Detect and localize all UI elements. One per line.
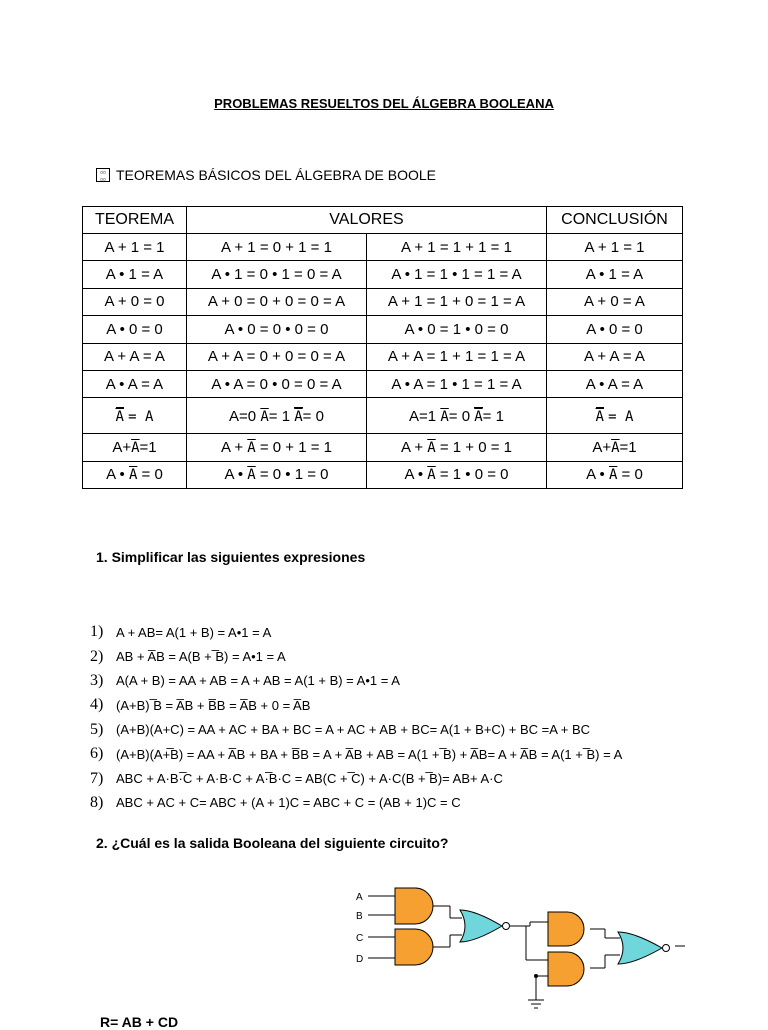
- and-gate-3: [548, 912, 584, 946]
- table-cell: A + 1 = 1: [547, 234, 683, 261]
- table-cell: A • A = A: [83, 370, 187, 397]
- list-item: 6) (A+B)(A+̅B) = AA + A̅B + BA + B̅B = A + A̅B + AB = A(1 + ̅B) + A̅B= A + A̅B = A(1 + ̅B) = A: [90, 745, 623, 763]
- checkbox-bullet-icon: ▫▫ ▫▫: [96, 168, 110, 182]
- table-cell: A + 0 = A: [547, 288, 683, 315]
- table-cell: A + A = A: [83, 343, 187, 370]
- header-teorema: TEOREMA: [83, 207, 187, 234]
- table-row: [83, 398, 683, 434]
- table-cell: $A + \overline{A} = 1 + 0 = 1$: [367, 434, 547, 461]
- header-conclusion: CONCLUSIÓN: [547, 207, 683, 234]
- table-cell: A • $\overline{A} = 0$: [83, 461, 187, 488]
- table-cell: A=0 $\overline{A}= 1$ $\overline{A}= 0$: [187, 398, 367, 434]
- input-label-c: C: [356, 933, 364, 944]
- input-label-d: D: [356, 954, 364, 965]
- table-cell: A + A = A: [547, 343, 683, 370]
- table-row: [83, 234, 683, 261]
- table-cell: A=1 $\overline{A}= 0$ $\overline{A}= 1$: [367, 398, 547, 434]
- table-cell: $A + \overline{A} = 0 + 1 = 1$: [187, 434, 367, 461]
- expressions-list: [90, 620, 730, 815]
- and-gate-2: [395, 929, 433, 965]
- logic-circuit-diagram: [350, 880, 690, 1015]
- table-cell: A • $\overline{A} = 1$ • 0 = 0: [367, 461, 547, 488]
- table-cell: A • 0 = 0 • 0 = 0: [187, 316, 367, 343]
- table-row: [83, 316, 683, 343]
- table-row: [83, 288, 683, 315]
- question-1: 1. Simplificar las siguientes expresiones: [96, 549, 366, 565]
- question-2: 2. ¿Cuál es la salida Booleana del siguiente circuito?: [96, 835, 449, 851]
- list-item: 2) AB + A̅B = A(B + ̅B) = A•1 = A: [90, 647, 286, 665]
- page-title: PROBLEMAS RESUELTOS DEL ÁLGEBRA BOOLEANA: [214, 96, 554, 111]
- table-cell: A • $\overline{A} = 0$: [547, 461, 683, 488]
- nor-gate-1: [460, 910, 502, 942]
- table-cell: A + A = 1 + 1 = 1 = A: [367, 343, 547, 370]
- table-cell: A • 0 = 0: [83, 316, 187, 343]
- answer-text: R= AB + CD: [100, 1014, 179, 1030]
- table-row: [83, 461, 683, 488]
- section-heading-text: TEOREMAS BÁSICOS DEL ÁLGEBRA DE BOOLE: [116, 167, 437, 183]
- table-cell: A + 1 = 1 + 1 = 1: [367, 234, 547, 261]
- table-cell: A + 0 = 0: [83, 288, 187, 315]
- table-cell: A • A = 1 • 1 = 1 = A: [367, 370, 547, 397]
- double-bar-letter: A: [115, 408, 124, 425]
- input-label-a: A: [356, 892, 363, 903]
- table-cell: A + 0 = 0 + 0 = 0 = A: [187, 288, 367, 315]
- table-cell: A • 1 = 0 • 1 = 0 = A: [187, 261, 367, 288]
- list-item: 7) ABC + A·B·̅C + A·B·C + A·̅B·C = AB(C + ̅C) + A·C(B + ̅B)= AB+ A·C: [90, 769, 503, 787]
- table-cell: $\overline{A} = A$: [547, 398, 683, 434]
- table-cell: A • 0 = 0: [547, 316, 683, 343]
- table-cell: $A+\overline{A}=1$: [83, 434, 187, 461]
- table-cell: A • 0 = 1 • 0 = 0: [367, 316, 547, 343]
- table-row: [83, 434, 683, 461]
- and-gate-1: [395, 888, 433, 924]
- table-cell: A • 1 = 1 • 1 = 1 = A: [367, 261, 547, 288]
- table-cell: A • 1 = A: [83, 261, 187, 288]
- list-item: 3) A(A + B) = AA + AB = A + AB = A(1 + B) = A•1 = A: [90, 671, 400, 689]
- table-cell: A + 1 = 1 + 0 = 1 = A: [367, 288, 547, 315]
- input-label-b: B: [356, 911, 363, 922]
- list-item: 4) (A+B) ̅B = A̅B + B̅B = A̅B + 0 = A̅B: [90, 696, 311, 714]
- list-item: 5) (A+B)(A+C) = AA + AC + BA + BC = A + AC + AB + BC= A(1 + B+C) + BC =A + BC: [90, 720, 591, 738]
- table-cell: A + A = 0 + 0 = 0 = A: [187, 343, 367, 370]
- table-header-row: [83, 207, 683, 234]
- table-cell: A • $\overline{A} = 0$ • 1 = 0: [187, 461, 367, 488]
- nor-bubble-1: [503, 923, 510, 930]
- list-item: 1) A + AB= A(1 + B) = A•1 = A: [90, 623, 272, 641]
- table-row: [83, 370, 683, 397]
- and-gate-4: [548, 952, 584, 986]
- table-cell: A = A: [83, 398, 187, 434]
- section-heading: [96, 167, 436, 183]
- list-item: 8) ABC + AC + C= ABC + (A + 1)C = ABC + C = (AB + 1)C = C: [90, 793, 461, 811]
- table-cell: A + 1 = 0 + 1 = 1: [187, 234, 367, 261]
- header-valores: VALORES: [187, 207, 547, 234]
- table-row: [83, 261, 683, 288]
- table-cell: A • A = 0 • 0 = 0 = A: [187, 370, 367, 397]
- table-cell: $A+\overline{A}=1$: [547, 434, 683, 461]
- table-cell: A • A = A: [547, 370, 683, 397]
- theorems-table: [82, 206, 683, 489]
- table-cell: A • 1 = A: [547, 261, 683, 288]
- table-row: [83, 343, 683, 370]
- nor-bubble-2: [663, 945, 670, 952]
- nor-gate-2: [618, 932, 662, 964]
- table-cell: A + 1 = 1: [83, 234, 187, 261]
